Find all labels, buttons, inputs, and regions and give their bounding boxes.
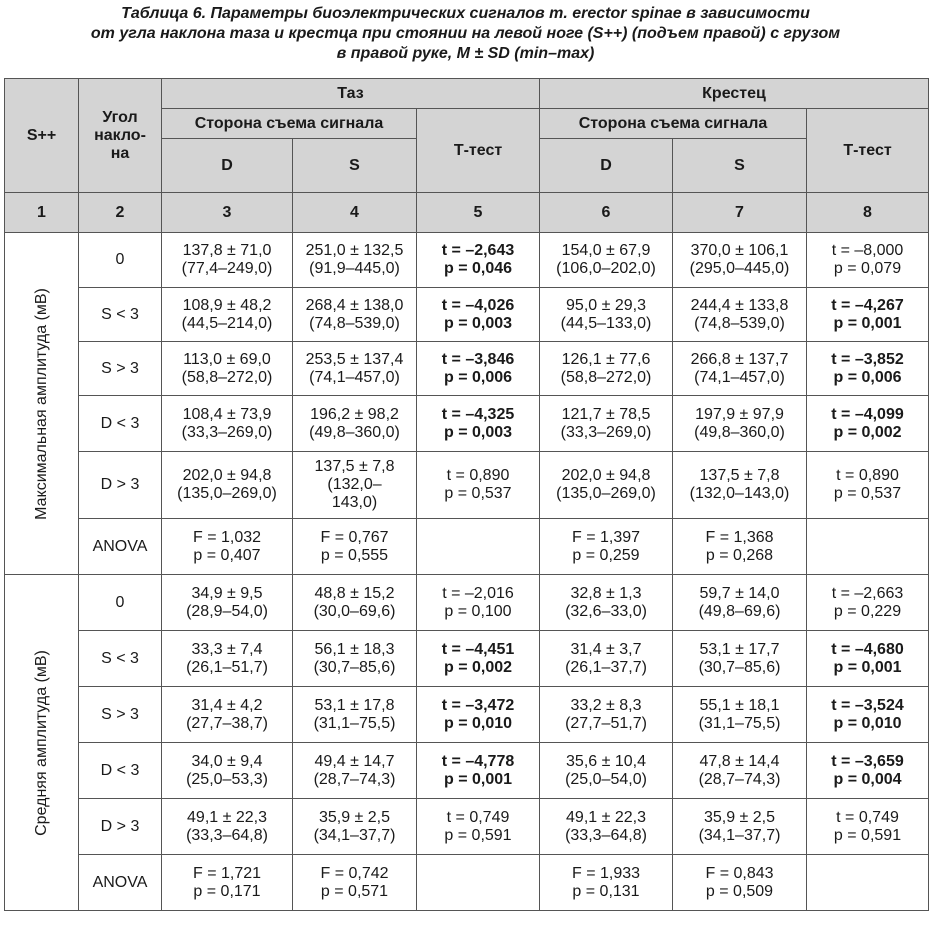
table-row xyxy=(5,743,929,799)
header-angle-text: Угол накло- на xyxy=(94,108,146,162)
table-row xyxy=(5,452,929,519)
header-krestets: Крестец xyxy=(540,79,929,109)
cell-line: (33,3–269,0) xyxy=(560,423,652,441)
value-cell xyxy=(807,687,929,743)
cell-line: (32,6–33,0) xyxy=(565,602,647,620)
value-cell xyxy=(293,396,417,452)
cell-line: (74,1–457,0) xyxy=(694,368,785,386)
cell-line: (34,1–37,7) xyxy=(698,826,781,844)
value-cell xyxy=(673,519,807,575)
value-cell xyxy=(540,799,673,855)
cell-line: 154,0 ± 67,9 xyxy=(561,242,651,259)
cell-line: 55,1 ± 18,1 xyxy=(699,696,780,714)
value-cell xyxy=(673,743,807,799)
value-cell xyxy=(293,288,417,342)
value-cell xyxy=(540,342,673,396)
cell-line: 31,4 ± 4,2 xyxy=(191,696,263,714)
cell-line: 32,8 ± 1,3 xyxy=(570,584,642,602)
value-cell xyxy=(162,233,293,288)
cell-line: p = 0,004 xyxy=(833,770,902,788)
cell-line: p = 0,002 xyxy=(443,658,513,676)
cell-line: 143,0) xyxy=(331,494,378,511)
cell-line: t = –2,016 xyxy=(442,584,514,602)
cell-line: p = 0,001 xyxy=(833,658,902,676)
value-cell xyxy=(417,687,540,743)
cell-line: t = –3,524 xyxy=(831,696,904,714)
cell-line: (49,8–69,6) xyxy=(698,602,781,620)
cell-line: (58,8–272,0) xyxy=(560,368,652,386)
cell-line: (77,4–249,0) xyxy=(181,260,273,277)
cell-line: F = 1,368 xyxy=(705,528,774,546)
cell-line: 202,0 ± 94,8 xyxy=(182,467,272,484)
cell-line: 126,1 ± 77,6 xyxy=(561,350,651,368)
cell-line: (28,7–74,3) xyxy=(313,770,396,788)
cell-line: t = 0,749 xyxy=(836,808,899,826)
group-label: Максимальная амплитуда (мВ) xyxy=(32,287,50,520)
cell-line: 113,0 ± 69,0 xyxy=(183,350,271,368)
angle-cell: ANOVA xyxy=(79,855,162,911)
cell-line: t = –4,680 xyxy=(831,640,904,658)
cell-line: 253,5 ± 137,4 xyxy=(305,350,404,368)
value-cell xyxy=(162,631,293,687)
cell-line: t = –4,325 xyxy=(441,405,515,423)
value-cell xyxy=(807,631,929,687)
value-cell xyxy=(807,799,929,855)
cell-line: p = 0,131 xyxy=(572,882,640,900)
cell-line: t = –4,026 xyxy=(441,296,515,314)
cell-line: 33,3 ± 7,4 xyxy=(191,640,263,658)
col-number: 8 xyxy=(807,193,929,233)
cell-line: 34,9 ± 9,5 xyxy=(191,584,263,602)
table-body xyxy=(5,233,929,911)
cell-line: 31,4 ± 3,7 xyxy=(570,640,642,658)
cell-line: F = 0,742 xyxy=(320,864,389,882)
cell-line: 35,9 ± 2,5 xyxy=(703,808,776,826)
value-cell xyxy=(673,396,807,452)
header-taz: Таз xyxy=(162,79,540,109)
cell-line: p = 0,003 xyxy=(443,423,513,441)
value-cell xyxy=(807,575,929,631)
cell-line: (74,8–539,0) xyxy=(694,314,785,332)
value-cell xyxy=(417,452,540,519)
value-cell xyxy=(417,799,540,855)
cell-line: t = –2,643 xyxy=(441,242,515,259)
value-cell xyxy=(162,288,293,342)
table-row xyxy=(5,288,929,342)
value-cell xyxy=(807,452,929,519)
cell-line: (132,0–143,0) xyxy=(689,485,790,502)
header-d-taz: D xyxy=(162,139,293,193)
value-cell xyxy=(293,342,417,396)
results-table xyxy=(4,78,929,911)
angle-cell: D < 3 xyxy=(79,743,162,799)
cell-line: p = 0,537 xyxy=(444,485,512,502)
cell-line: p = 0,171 xyxy=(193,882,261,900)
table-row xyxy=(5,687,929,743)
cell-line: (74,1–457,0) xyxy=(309,368,400,386)
table-row xyxy=(5,855,929,911)
cell-line: t = –3,659 xyxy=(831,752,904,770)
header-s-pp: S++ xyxy=(5,79,79,193)
cell-line: p = 0,006 xyxy=(833,368,902,386)
cell-line: t = –4,099 xyxy=(831,405,904,423)
cell-line: 268,4 ± 138,0 xyxy=(305,296,404,314)
value-cell xyxy=(673,452,807,519)
value-cell xyxy=(540,452,673,519)
cell-line: 370,0 ± 106,1 xyxy=(690,242,789,259)
angle-cell: 0 xyxy=(79,575,162,631)
value-cell xyxy=(293,575,417,631)
cell-line: p = 0,268 xyxy=(705,546,774,564)
value-cell xyxy=(162,687,293,743)
cell-line: (58,8–272,0) xyxy=(181,368,273,386)
value-cell xyxy=(540,288,673,342)
col-number: 2 xyxy=(79,193,162,233)
cell-line: p = 0,010 xyxy=(833,714,902,732)
angle-cell: S < 3 xyxy=(79,631,162,687)
value-cell xyxy=(540,233,673,288)
cell-line: (26,1–37,7) xyxy=(565,658,647,676)
col-number: 6 xyxy=(540,193,673,233)
value-cell xyxy=(807,342,929,396)
angle-cell: D > 3 xyxy=(79,452,162,519)
value-cell xyxy=(293,631,417,687)
value-cell xyxy=(162,396,293,452)
cell-line: 33,2 ± 8,3 xyxy=(570,696,642,714)
value-cell xyxy=(540,687,673,743)
value-cell xyxy=(162,452,293,519)
cell-line: t = –4,451 xyxy=(441,640,515,658)
value-cell xyxy=(417,342,540,396)
cell-line: (91,9–445,0) xyxy=(309,260,400,277)
group-label-cell xyxy=(5,575,79,911)
angle-cell: S < 3 xyxy=(79,288,162,342)
cell-line: 108,4 ± 73,9 xyxy=(182,405,272,423)
cell-line: 137,5 ± 7,8 xyxy=(699,467,780,484)
cell-line: p = 0,555 xyxy=(320,546,389,564)
value-cell xyxy=(293,233,417,288)
value-cell xyxy=(162,855,293,911)
header-ttest-krestets: Т-тест xyxy=(807,109,929,193)
cell-line: (26,1–51,7) xyxy=(186,658,268,676)
table-row xyxy=(5,519,929,575)
cell-line: (132,0– xyxy=(327,476,382,493)
cell-line: (33,3–64,8) xyxy=(565,826,647,844)
cell-line: F = 1,397 xyxy=(571,528,641,546)
cell-line: p = 0,229 xyxy=(833,602,902,620)
cell-line: (33,3–64,8) xyxy=(186,826,268,844)
header-angle xyxy=(79,79,162,193)
cell-line: (31,1–75,5) xyxy=(698,714,781,732)
cell-line: (49,8–360,0) xyxy=(309,423,400,441)
value-cell xyxy=(673,233,807,288)
value-cell xyxy=(673,855,807,911)
cell-line: F = 1,933 xyxy=(571,864,641,882)
header-s-krestets: S xyxy=(673,139,807,193)
angle-cell: D < 3 xyxy=(79,396,162,452)
header-s-taz: S xyxy=(293,139,417,193)
cell-line: t = –3,472 xyxy=(441,696,515,714)
value-cell xyxy=(540,396,673,452)
table-row xyxy=(5,575,929,631)
value-cell xyxy=(417,575,540,631)
cell-line: (295,0–445,0) xyxy=(689,260,790,277)
angle-cell: 0 xyxy=(79,233,162,288)
header-d-krestets: D xyxy=(540,139,673,193)
cell-line: F = 0,767 xyxy=(320,528,389,546)
cell-line: 196,2 ± 98,2 xyxy=(310,405,399,423)
cell-line: (33,3–269,0) xyxy=(181,423,273,441)
value-cell xyxy=(807,743,929,799)
cell-line: t = –3,852 xyxy=(831,350,904,368)
value-cell xyxy=(673,631,807,687)
header-side-taz: Сторона съема сигнала xyxy=(162,109,417,139)
column-number-row xyxy=(5,193,929,233)
cell-line: t = 0,890 xyxy=(446,467,510,484)
table-row xyxy=(5,342,929,396)
value-cell xyxy=(807,288,929,342)
value-cell xyxy=(673,687,807,743)
cell-line: p = 0,259 xyxy=(572,546,640,564)
cell-line: F = 1,721 xyxy=(192,864,262,882)
cell-line: p = 0,010 xyxy=(443,714,513,732)
cell-line: (30,7–85,6) xyxy=(698,658,781,676)
col-number: 4 xyxy=(293,193,417,233)
value-cell xyxy=(673,288,807,342)
cell-line: 108,9 ± 48,2 xyxy=(182,296,272,314)
cell-line: (74,8–539,0) xyxy=(309,314,400,332)
value-cell xyxy=(162,519,293,575)
cell-line: t = –4,778 xyxy=(441,752,515,770)
cell-line: 251,0 ± 132,5 xyxy=(305,242,404,259)
cell-line: (30,7–85,6) xyxy=(313,658,396,676)
value-cell xyxy=(807,396,929,452)
cell-line: (27,7–38,7) xyxy=(186,714,268,732)
value-cell xyxy=(417,396,540,452)
value-cell xyxy=(540,575,673,631)
cell-line: 48,8 ± 15,2 xyxy=(314,584,395,602)
value-cell xyxy=(673,575,807,631)
angle-cell: ANOVA xyxy=(79,519,162,575)
caption-line-2: от угла наклона таза и крестца при стоянии на левой ноге (S++) (подъем правой) с грузом xyxy=(90,25,841,42)
value-cell xyxy=(807,519,929,575)
group-label-cell xyxy=(5,233,79,575)
table-row xyxy=(5,396,929,452)
cell-line: 53,1 ± 17,8 xyxy=(314,696,395,714)
cell-line: 49,1 ± 22,3 xyxy=(187,808,267,826)
cell-line: p = 0,591 xyxy=(444,826,512,844)
cell-line: p = 0,571 xyxy=(320,882,389,900)
cell-line: 56,1 ± 18,3 xyxy=(314,640,395,658)
cell-line: p = 0,001 xyxy=(443,770,513,788)
value-cell xyxy=(293,687,417,743)
value-cell xyxy=(807,233,929,288)
cell-line: p = 0,046 xyxy=(443,260,513,277)
cell-line: p = 0,537 xyxy=(833,485,902,502)
table-row xyxy=(5,233,929,288)
cell-line: (49,8–360,0) xyxy=(694,423,785,441)
cell-line: t = –3,846 xyxy=(441,350,515,368)
cell-line: 35,9 ± 2,5 xyxy=(318,808,391,826)
cell-line: 35,6 ± 10,4 xyxy=(566,752,646,770)
value-cell xyxy=(673,799,807,855)
value-cell xyxy=(417,288,540,342)
cell-line: (25,0–54,0) xyxy=(565,770,647,788)
value-cell xyxy=(540,743,673,799)
value-cell xyxy=(417,743,540,799)
value-cell xyxy=(673,342,807,396)
value-cell xyxy=(293,452,417,519)
caption-line-1: Таблица 6. Параметры биоэлектрических сигналов m. erector spinae в зависимости xyxy=(121,5,810,22)
table-caption xyxy=(0,4,931,64)
value-cell xyxy=(540,855,673,911)
cell-line: 53,1 ± 17,7 xyxy=(699,640,780,658)
table-header xyxy=(5,79,929,233)
cell-line: 202,0 ± 94,8 xyxy=(561,467,651,484)
angle-cell: S > 3 xyxy=(79,687,162,743)
col-number: 5 xyxy=(417,193,540,233)
cell-line: p = 0,002 xyxy=(833,423,902,441)
value-cell xyxy=(417,855,540,911)
value-cell xyxy=(293,855,417,911)
table-row xyxy=(5,799,929,855)
value-cell xyxy=(417,519,540,575)
cell-line: 95,0 ± 29,3 xyxy=(566,296,646,314)
cell-line: t = –8,000 xyxy=(831,242,904,259)
cell-line: p = 0,407 xyxy=(193,546,261,564)
cell-line: (34,1–37,7) xyxy=(313,826,396,844)
cell-line: t = –2,663 xyxy=(831,584,904,602)
cell-line: (28,9–54,0) xyxy=(186,602,268,620)
cell-line: 197,9 ± 97,9 xyxy=(695,405,784,423)
value-cell xyxy=(540,631,673,687)
cell-line: (31,1–75,5) xyxy=(313,714,396,732)
cell-line: (106,0–202,0) xyxy=(556,260,656,277)
cell-line: 34,0 ± 9,4 xyxy=(191,752,263,770)
value-cell xyxy=(807,855,929,911)
cell-line: (135,0–269,0) xyxy=(177,485,277,502)
cell-line: p = 0,003 xyxy=(443,314,513,332)
cell-line: 121,7 ± 78,5 xyxy=(561,405,651,423)
angle-cell: S > 3 xyxy=(79,342,162,396)
cell-line: (44,5–133,0) xyxy=(560,314,652,332)
cell-line: t = 0,749 xyxy=(446,808,510,826)
cell-line: 137,8 ± 71,0 xyxy=(182,242,272,259)
cell-line: p = 0,100 xyxy=(444,602,512,620)
cell-line: p = 0,079 xyxy=(833,260,902,277)
value-cell xyxy=(293,743,417,799)
group-label: Средняя амплитуда (мВ) xyxy=(32,649,50,836)
col-number: 1 xyxy=(5,193,79,233)
cell-line: F = 0,843 xyxy=(705,864,774,882)
header-ttest-taz: Т-тест xyxy=(417,109,540,193)
cell-line: 49,4 ± 14,7 xyxy=(314,752,395,770)
cell-line: 244,4 ± 133,8 xyxy=(690,296,789,314)
cell-line: p = 0,509 xyxy=(705,882,774,900)
cell-line: p = 0,001 xyxy=(833,314,902,332)
cell-line: (25,0–53,3) xyxy=(186,770,268,788)
angle-cell: D > 3 xyxy=(79,799,162,855)
value-cell xyxy=(162,342,293,396)
cell-line: 137,5 ± 7,8 xyxy=(314,458,395,475)
cell-line: 47,8 ± 14,4 xyxy=(699,752,780,770)
cell-line: 266,8 ± 137,7 xyxy=(690,350,789,368)
cell-line: (44,5–214,0) xyxy=(181,314,273,332)
caption-line-3: в правой руке, M ± SD (min–max) xyxy=(336,45,595,62)
col-number: 3 xyxy=(162,193,293,233)
value-cell xyxy=(162,799,293,855)
value-cell xyxy=(162,575,293,631)
table-row xyxy=(5,631,929,687)
cell-line: (30,0–69,6) xyxy=(313,602,396,620)
col-number: 7 xyxy=(673,193,807,233)
cell-line: (28,7–74,3) xyxy=(698,770,781,788)
value-cell xyxy=(293,519,417,575)
cell-line: p = 0,591 xyxy=(833,826,902,844)
value-cell xyxy=(540,519,673,575)
value-cell xyxy=(293,799,417,855)
cell-line: (27,7–51,7) xyxy=(565,714,647,732)
value-cell xyxy=(417,233,540,288)
cell-line: 59,7 ± 14,0 xyxy=(699,584,780,602)
cell-line: (135,0–269,0) xyxy=(556,485,656,502)
cell-line: t = 0,890 xyxy=(836,467,899,484)
value-cell xyxy=(417,631,540,687)
cell-line: 49,1 ± 22,3 xyxy=(566,808,646,826)
cell-line: t = –4,267 xyxy=(831,296,904,314)
header-side-krestets: Сторона съема сигнала xyxy=(540,109,807,139)
cell-line: F = 1,032 xyxy=(192,528,262,546)
cell-line: p = 0,006 xyxy=(443,368,513,386)
value-cell xyxy=(162,743,293,799)
